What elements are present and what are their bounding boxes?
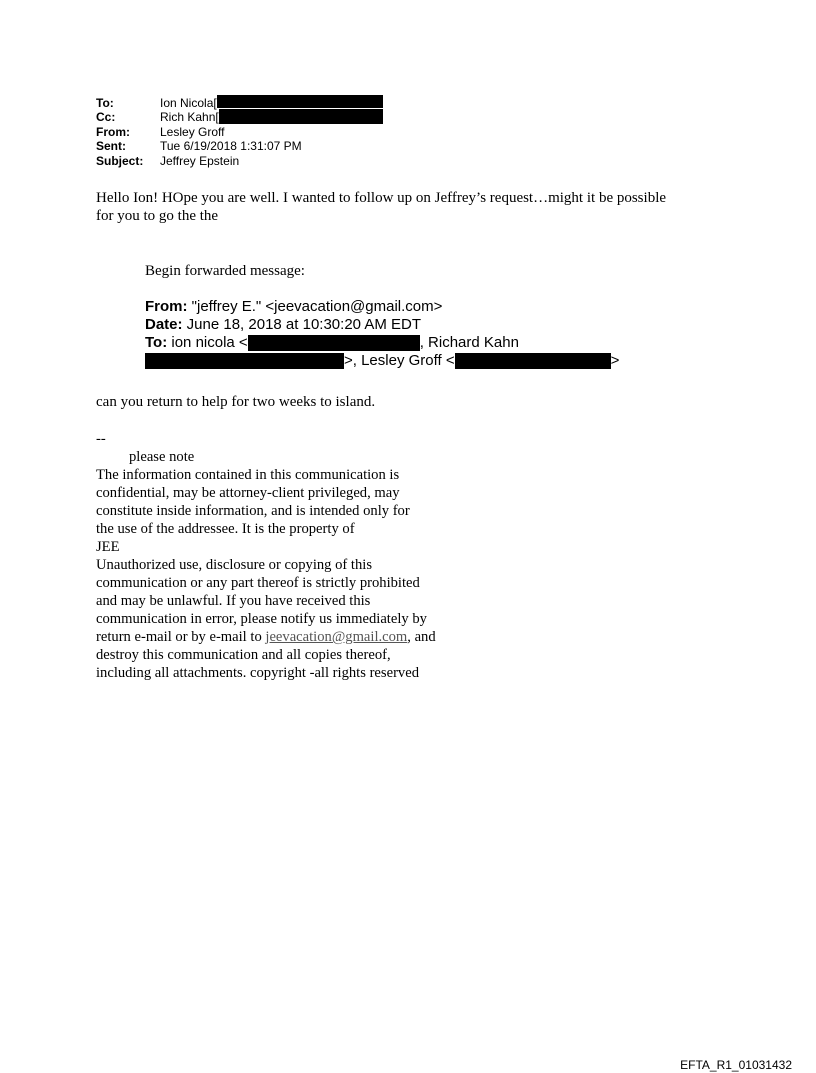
from-row: [96, 125, 383, 139]
disclaimer-line: including all attachments. copyright -all rights reserved: [96, 665, 419, 681]
disclaimer-line: JEE: [96, 539, 120, 555]
fwd-to-row: [145, 334, 619, 352]
forwarded-header: [145, 298, 619, 370]
return-prefix: return e-mail or by e-mail to: [96, 629, 266, 645]
signature-separator: --: [96, 431, 106, 447]
disclaimer-line: confidential, may be attorney-client privileged, may: [96, 485, 400, 501]
fwd-to-continued-row: [145, 352, 619, 370]
forwarded-message-text: can you return to help for two weeks to island.: [96, 394, 376, 410]
cc-label: Cc:: [96, 110, 116, 125]
redaction-fwd-to-1: [248, 335, 420, 351]
fwd-to-value-1: ion nicola <: [167, 334, 248, 351]
fwd-to-label: To:: [145, 334, 168, 351]
email-body: [96, 189, 736, 225]
body-line-1: Hello Ion! HOpe you are well. I wanted to follow up on Jeffrey’s request…might it be possible: [96, 190, 667, 206]
disclaimer-line: the use of the addressee. It is the property of: [96, 521, 355, 537]
document-id: EFTA_R1_01031432: [680, 1058, 792, 1072]
fwd-from-label: From:: [145, 298, 188, 315]
from-value: Lesley Groff: [160, 124, 225, 139]
redaction-fwd-to-2: [145, 353, 344, 369]
to-value: Ion Nicola[: [160, 96, 217, 110]
fwd-date-value: June 18, 2018 at 10:30:20 AM EDT: [182, 316, 422, 333]
disclaimer-line: destroy this communication and all copies thereof,: [96, 647, 391, 663]
return-suffix: , and: [407, 629, 436, 645]
email-header: [96, 96, 383, 168]
subject-label: Subject:: [96, 153, 144, 168]
disclaimer-line: constitute inside information, and is intended only for: [96, 503, 410, 519]
disclaimer-line: Unauthorized use, disclosure or copying of this: [96, 557, 373, 573]
sent-label: Sent:: [96, 139, 126, 154]
redaction-fwd-to-3: [455, 353, 611, 369]
fwd-to-value-4: >: [610, 352, 620, 369]
from-label: From:: [96, 124, 130, 139]
disclaimer-block: [96, 430, 496, 682]
to-label: To:: [96, 96, 114, 110]
fwd-from-row: [145, 298, 619, 316]
body-line-2: for you to go the the: [96, 208, 219, 224]
disclaimer-line: communication in error, please notify us immediately by: [96, 611, 427, 627]
fwd-to-value-3: >, Lesley Groff <: [344, 352, 455, 369]
subject-row: [96, 154, 383, 168]
sent-row: [96, 139, 383, 153]
fwd-from-value: "jeffrey E." <jeevacation@gmail.com>: [187, 298, 443, 315]
subject-value: Jeffrey Epstein: [160, 153, 240, 168]
disclaimer-line: communication or any part thereof is strictly prohibited: [96, 575, 420, 591]
sent-value: Tue 6/19/2018 1:31:07 PM: [160, 139, 302, 154]
forwarded-intro: Begin forwarded message:: [145, 263, 305, 279]
disclaimer-line-email: [96, 628, 496, 646]
fwd-to-value-2: , Richard Kahn: [419, 334, 519, 351]
cc-row: [96, 110, 383, 124]
redaction-to: [217, 95, 383, 108]
cc-value: Rich Kahn[: [160, 110, 219, 125]
disclaimer-line: The information contained in this communication is: [96, 467, 400, 483]
to-row: [96, 96, 383, 110]
fwd-date-row: [145, 316, 619, 334]
email-link[interactable]: jeevacation@gmail.com: [265, 629, 408, 645]
please-note: please note: [129, 449, 195, 465]
redaction-cc: [219, 109, 383, 124]
fwd-date-label: Date:: [145, 316, 183, 333]
disclaimer-line: and may be unlawful. If you have received this: [96, 593, 371, 609]
